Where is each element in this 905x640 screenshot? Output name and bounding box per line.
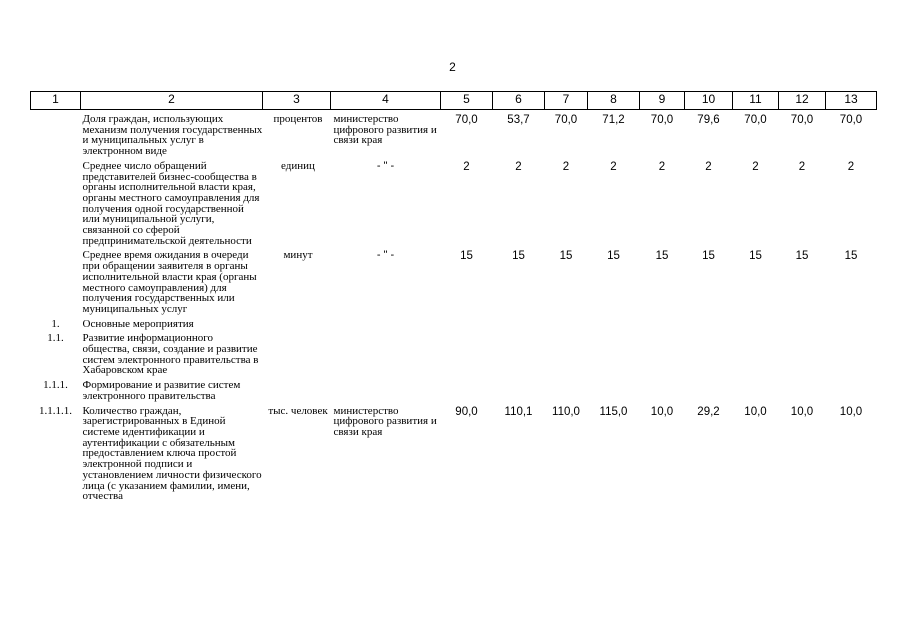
column-number: 9 — [640, 92, 685, 110]
unit-of-measure: процентов — [273, 113, 323, 125]
value-cell: 115,0 — [599, 405, 628, 418]
value-cell: 29,2 — [697, 405, 720, 418]
value-cell — [640, 329, 685, 376]
indicator-name: Среднее время ожидания в очереди при обращении заявителя в органы исполнительной власти края (органы местного самоуправления) для получения государственных или муниципальных услуг — [82, 249, 257, 315]
value-cell — [733, 315, 779, 330]
value-cell: 70,0 — [790, 114, 814, 126]
value-cell — [685, 315, 733, 330]
value-cell — [441, 376, 493, 401]
value-cell: 2 — [610, 160, 617, 173]
row-code: 1.1.1. — [43, 379, 68, 392]
column-number: 13 — [826, 92, 877, 110]
table-row — [31, 376, 877, 401]
row-code: 1. — [51, 317, 60, 330]
value-cell — [779, 315, 826, 330]
indicator-name: Количество граждан, зарегистрированных в Единой системе идентификации и аутентификации с обязательным предоставлением ключа простой электронной подписи и установлением личности физического лица (с указанием фамилии, имени, отчества — [82, 404, 262, 503]
unit-of-measure — [263, 315, 331, 330]
value-cell — [441, 329, 493, 376]
value-cell: 15 — [749, 250, 762, 263]
value-cell: 15 — [460, 250, 473, 263]
value-cell — [640, 376, 685, 401]
unit-of-measure: минут — [283, 249, 313, 262]
value-cell: 15 — [795, 250, 809, 263]
table-row — [31, 246, 877, 314]
value-cell: 2 — [515, 160, 522, 173]
row-code — [31, 157, 81, 247]
value-cell — [826, 315, 877, 330]
table-row — [31, 329, 877, 376]
value-cell — [779, 329, 826, 376]
row-code: 1.1. — [47, 332, 64, 345]
responsible-body: - " - — [376, 249, 395, 262]
value-cell: 2 — [847, 160, 855, 173]
value-cell: 53,7 — [507, 114, 530, 126]
unit-of-measure: тыс. человек — [268, 404, 328, 417]
value-cell: 70,0 — [839, 114, 863, 126]
value-cell — [545, 329, 588, 376]
responsible-body — [331, 376, 441, 401]
value-cell: 15 — [702, 250, 715, 263]
value-cell: 15 — [559, 250, 573, 263]
value-cell — [493, 315, 545, 330]
value-cell: 70,0 — [455, 114, 478, 126]
value-cell — [588, 376, 640, 401]
indicator-name: Основные мероприятия — [82, 317, 194, 330]
value-cell: 70,0 — [744, 114, 767, 126]
value-cell — [685, 376, 733, 401]
value-cell — [441, 315, 493, 330]
value-cell — [779, 376, 826, 401]
value-cell: 70,0 — [554, 114, 578, 126]
value-cell: 110,0 — [552, 405, 580, 418]
value-cell — [493, 376, 545, 401]
value-cell: 90,0 — [455, 405, 478, 418]
column-number: 6 — [493, 92, 545, 110]
column-number: 5 — [441, 92, 493, 110]
responsible-body — [331, 315, 441, 330]
value-cell: 10,0 — [744, 405, 767, 418]
column-number: 7 — [545, 92, 588, 110]
row-code — [31, 246, 81, 314]
indicator-name: Развитие информационного общества, связи, создание и развитие систем электронного правительства в Хабаровском крае — [82, 332, 259, 377]
indicator-name: Формирование и развитие систем электронного правительства — [82, 379, 241, 402]
column-number: 11 — [733, 92, 779, 110]
value-cell: 2 — [705, 160, 712, 173]
column-number: 4 — [331, 92, 441, 110]
value-cell — [640, 315, 685, 330]
row-code: 1.1.1.1. — [39, 404, 72, 417]
unit-of-measure: единиц — [281, 159, 315, 172]
value-cell: 79,6 — [697, 114, 720, 126]
value-cell — [826, 376, 877, 401]
table-row — [31, 402, 877, 502]
value-cell — [588, 315, 640, 330]
value-cell: 10,0 — [790, 405, 814, 418]
value-cell: 70,0 — [650, 114, 674, 126]
responsible-body: министерство цифрового развития и связи края — [333, 404, 437, 438]
responsible-body: министерство цифрового развития и связи края — [333, 113, 437, 147]
table-body — [31, 110, 877, 502]
value-cell — [545, 376, 588, 401]
value-cell — [733, 376, 779, 401]
responsible-body: - " - — [376, 159, 395, 172]
unit-of-measure — [263, 376, 331, 401]
indicators-table — [30, 91, 877, 502]
table-row — [31, 315, 877, 330]
value-cell — [588, 329, 640, 376]
column-number: 10 — [685, 92, 733, 110]
value-cell — [733, 329, 779, 376]
value-cell: 10,0 — [650, 405, 674, 418]
table-row — [31, 157, 877, 247]
value-cell: 15 — [655, 250, 669, 263]
indicator-name: Доля граждан, использующих механизм получения государственных и муниципальных услуг в электронном виде — [82, 113, 263, 158]
column-number: 2 — [81, 92, 263, 110]
value-cell: 2 — [752, 160, 759, 173]
column-number-row — [31, 92, 877, 110]
value-cell: 15 — [607, 250, 620, 263]
indicator-name: Среднее число обращений представителей бизнес-сообщества в органы исполнительной власти края, органы местного самоуправления для получения одной государственной или муниципальной услуги, связанной со сферой предпринимательской деятельности — [82, 159, 260, 247]
column-number: 12 — [779, 92, 826, 110]
table-row — [31, 110, 877, 157]
value-cell: 15 — [512, 250, 525, 263]
value-cell: 2 — [463, 160, 470, 173]
value-cell: 2 — [658, 160, 666, 173]
page-number: 2 — [449, 60, 456, 74]
value-cell: 10,0 — [839, 405, 863, 418]
column-number: 1 — [31, 92, 81, 110]
value-cell — [685, 329, 733, 376]
value-cell — [826, 329, 877, 376]
value-cell: 15 — [844, 250, 858, 263]
value-cell — [545, 315, 588, 330]
row-code — [31, 110, 81, 157]
value-cell: 71,2 — [602, 114, 625, 126]
value-cell: 110,1 — [504, 405, 533, 418]
column-number: 8 — [588, 92, 640, 110]
value-cell: 2 — [562, 160, 570, 173]
value-cell: 2 — [798, 160, 806, 173]
responsible-body — [331, 329, 441, 376]
value-cell — [493, 329, 545, 376]
column-number: 3 — [263, 92, 331, 110]
unit-of-measure — [263, 329, 331, 376]
